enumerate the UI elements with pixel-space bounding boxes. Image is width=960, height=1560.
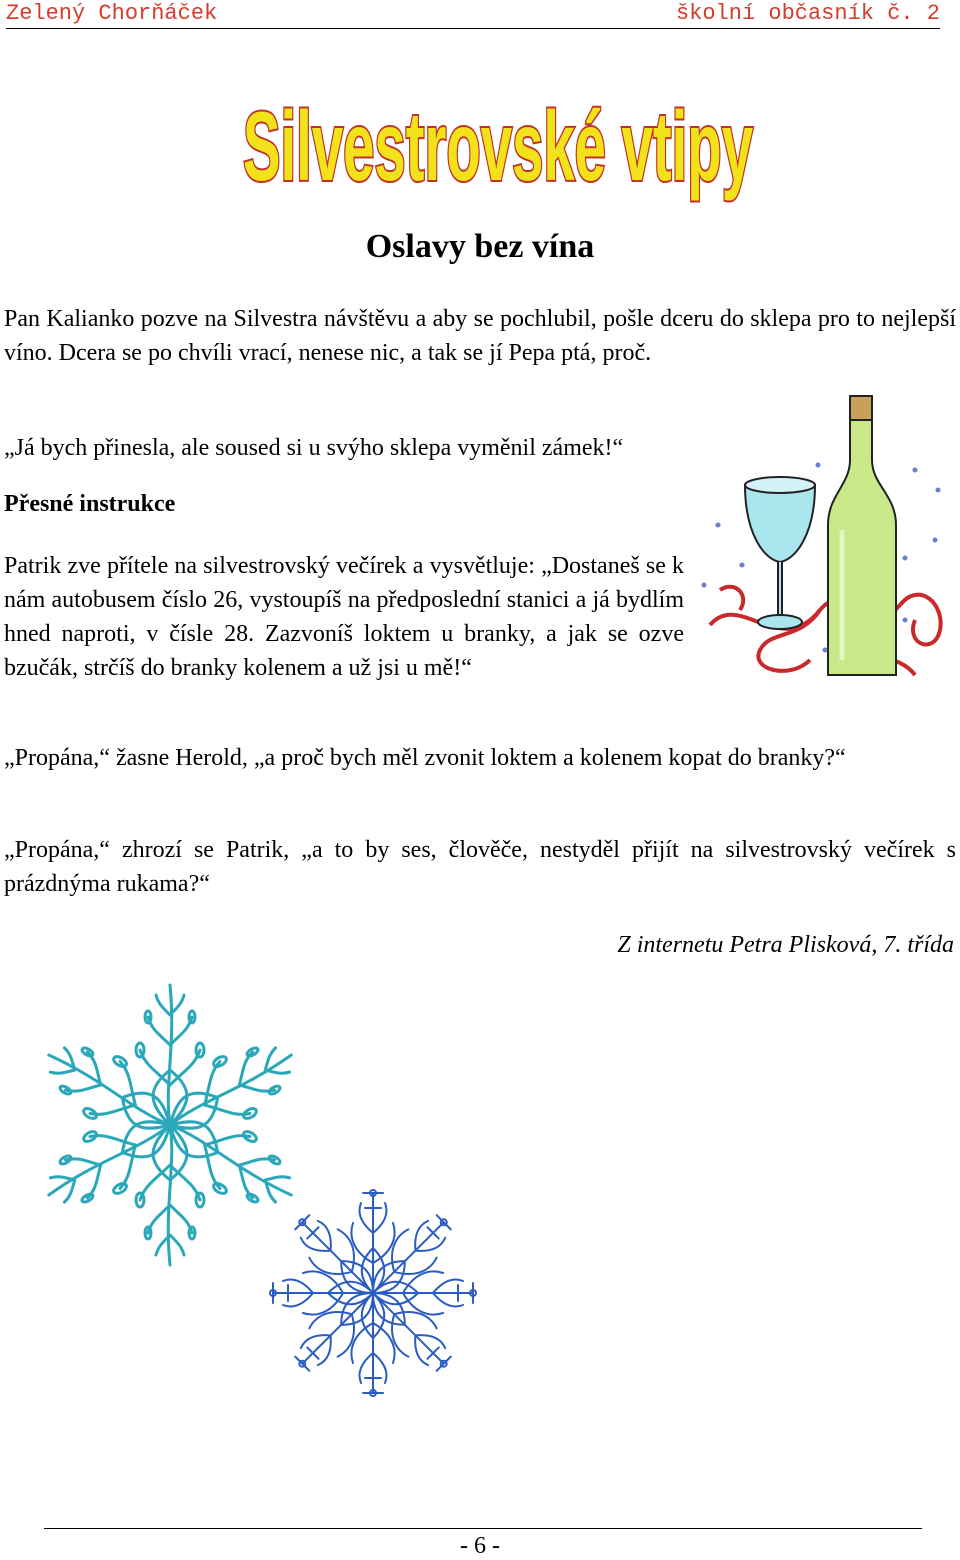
page-number: - 6 - [460, 1533, 500, 1559]
banner-title [236, 62, 760, 222]
header-magazine-name: Zelený Chorňáček [6, 1, 218, 26]
page-header [6, 0, 940, 29]
header-issue: školní občasník č. 2 [675, 1, 940, 26]
joke2-paragraph: Patrik zve přítele na silvestrovský večírek a vysvětluje: „Dostaneš se k nám autobusem číslo 26, vystoupíš na předposlední stanici a já bydlím hned naproti, v čísle 28. Zazvoníš loktem u branky, a jak se ozve bzučák, strčíš do branky kolenem a už jsi u mě!“ [4, 553, 684, 681]
joke1-paragraph: Pan Kalianko pozve na Silvestra návštěvu a aby se pochlubil, pošle dceru do sklepa pro to nejlepší víno. Dcera se po chvíli vrací, nenese nic, a tak se jí Pepa ptá, proč. [4, 306, 956, 366]
joke2-reply-1: „Propána,“ žasne Herold, „a proč bych měl zvonit loktem a kolenem kopat do branky?“ [4, 745, 846, 771]
banner-text: Silvestrovské vtipy [243, 91, 753, 201]
source-credit: Z internetu Petra Plisková, 7. třída [617, 932, 954, 958]
ribbon [710, 587, 941, 675]
joke1-quote: „Já bych přinesla, ale soused si u svýho sklepa vyměnil zámek!“ [4, 435, 624, 461]
wine-bottle-glass-illustration [700, 390, 955, 690]
confetti [702, 463, 941, 653]
glass-icon [745, 477, 815, 629]
snowflake-small-icon [268, 1178, 478, 1408]
footer-divider [44, 1528, 922, 1529]
bottle-icon [828, 396, 896, 675]
joke2-reply-2: „Propána,“ zhrozí se Patrik, „a to by ses, člověče, nestyděl přijít na silvestrovský večírek s prázdnýma rukama?“ [4, 837, 956, 897]
joke1-title: Oslavy bez vína [365, 228, 595, 265]
joke2-title: Přesné instrukce [4, 491, 176, 517]
